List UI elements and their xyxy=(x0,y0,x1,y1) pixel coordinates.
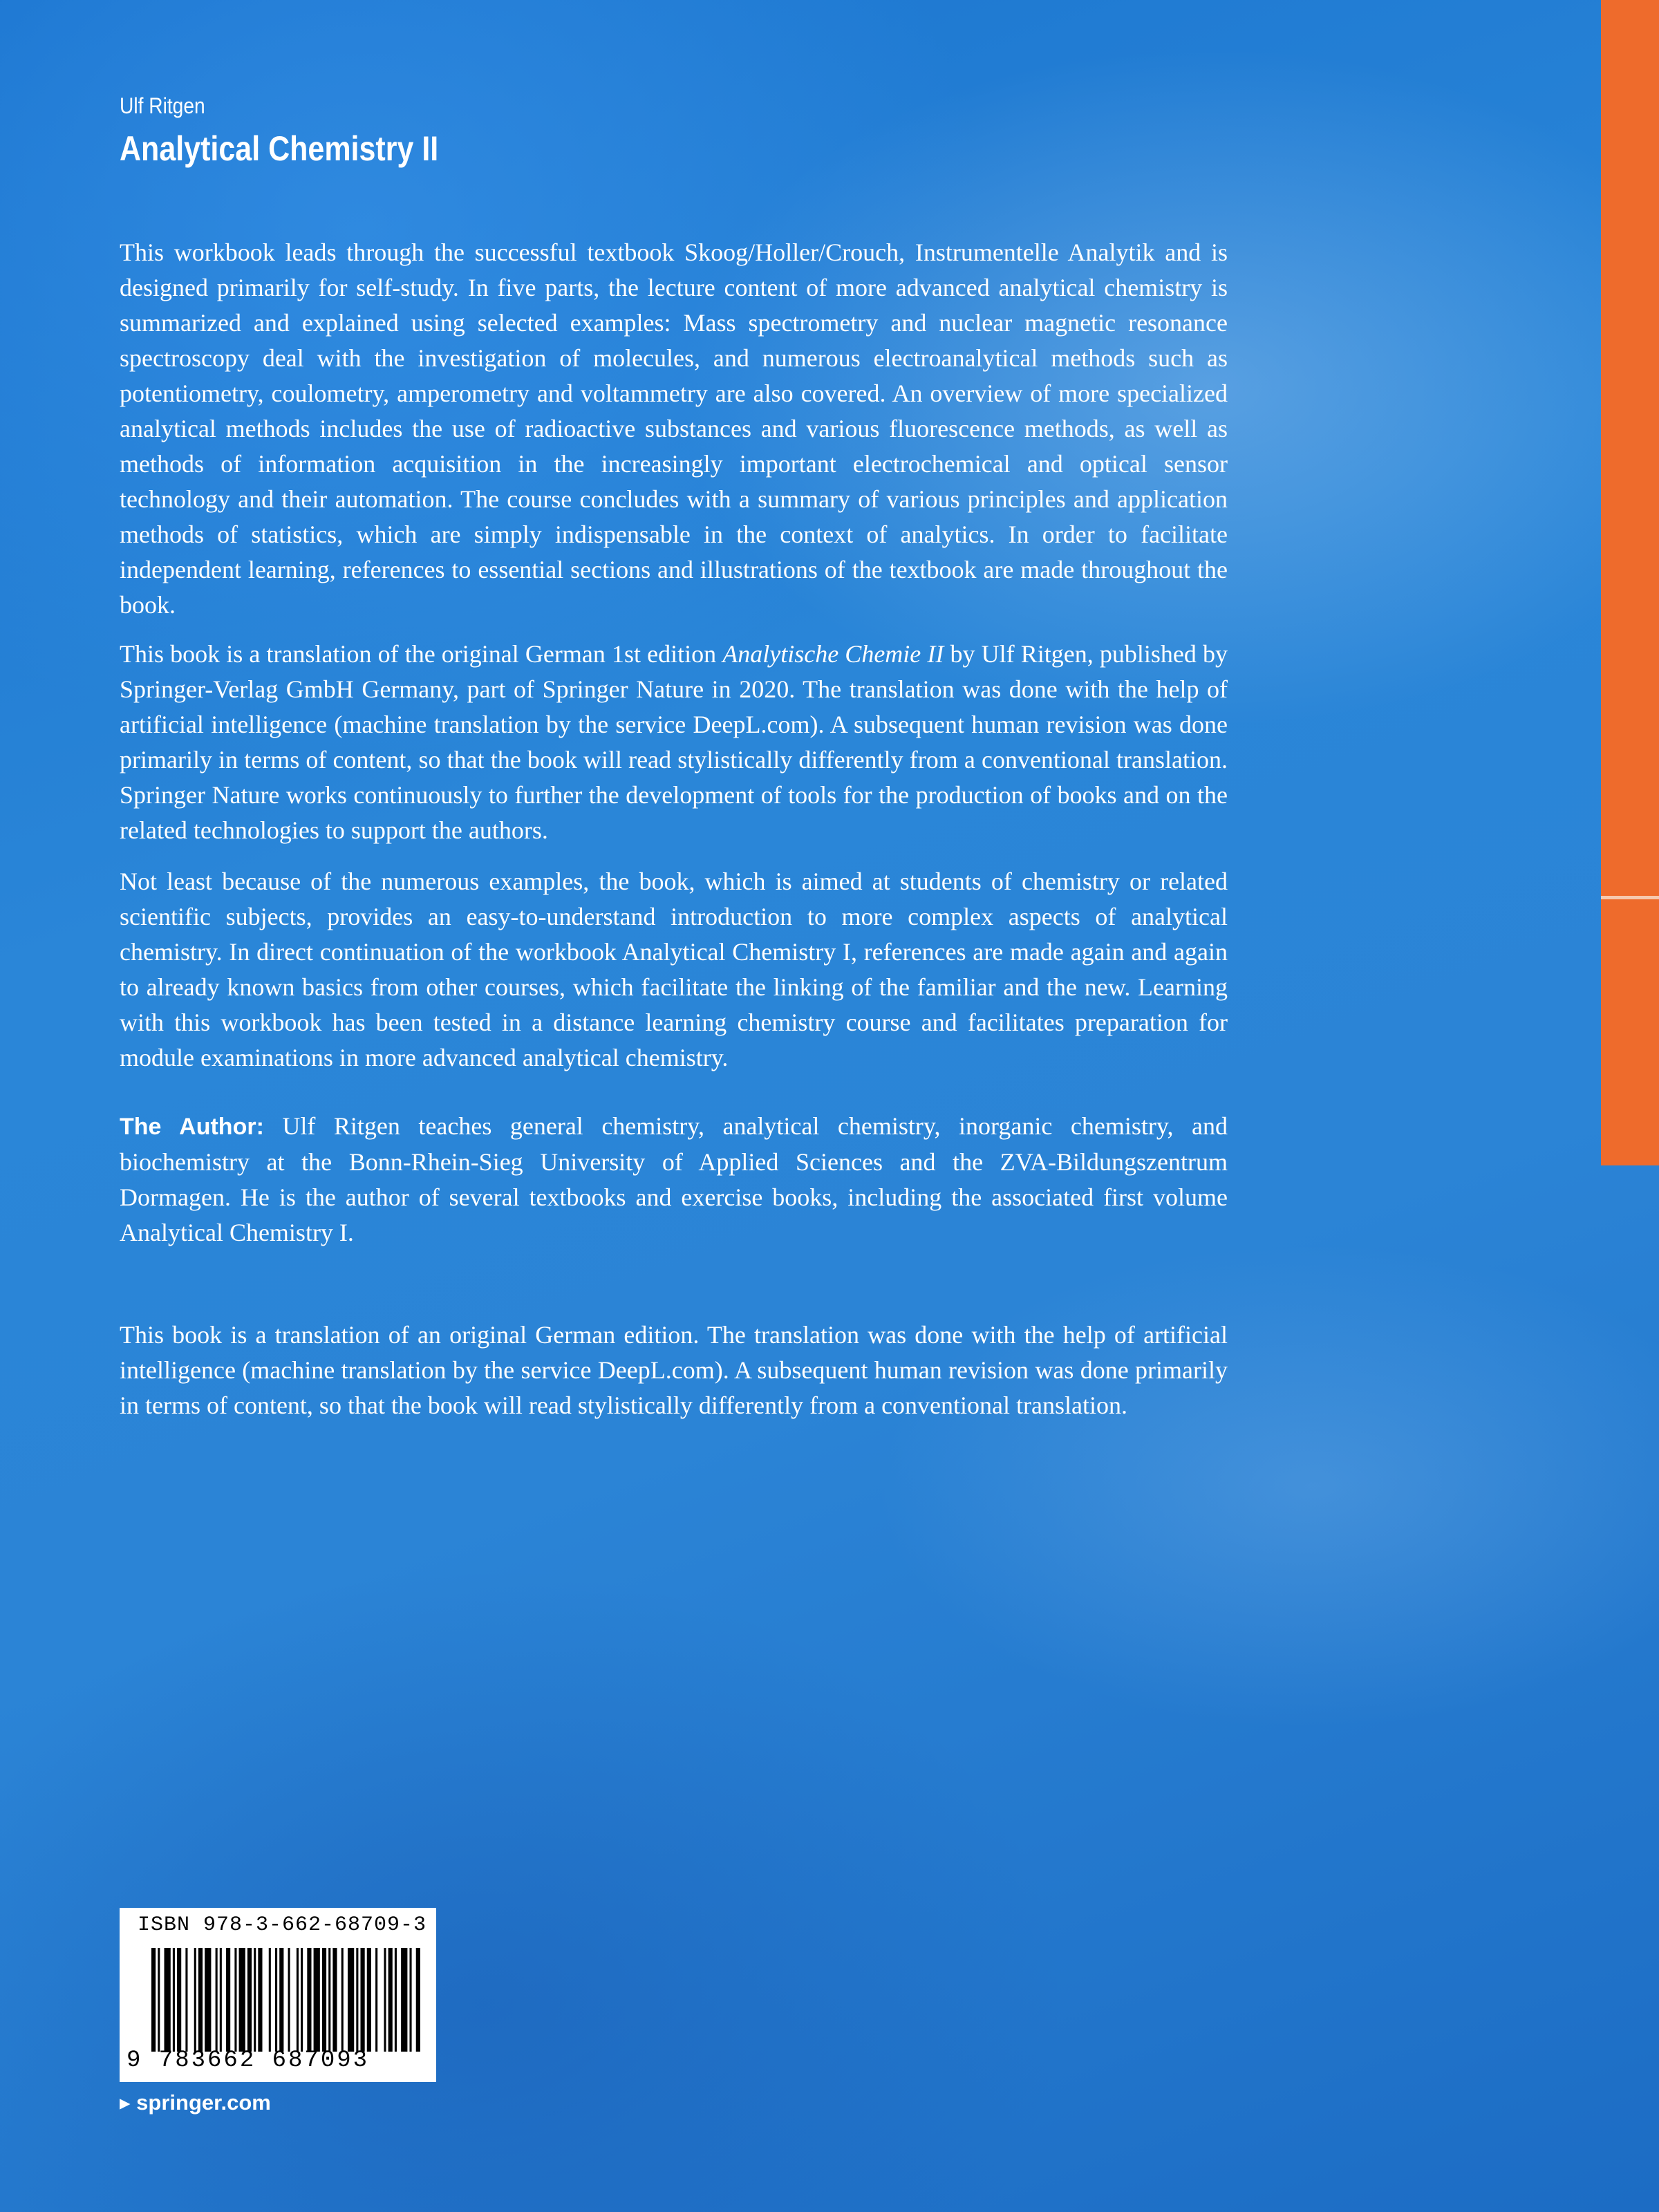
barcode-bar xyxy=(388,1948,393,2052)
barcode-bar xyxy=(158,1948,160,2052)
barcode-bar xyxy=(348,1948,354,2052)
barcode-bar xyxy=(328,1948,330,2052)
barcode-bar xyxy=(416,1948,420,2052)
barcode-bar xyxy=(177,1948,181,2052)
barcode-bar xyxy=(341,1948,344,2052)
barcode-bar xyxy=(216,1948,218,2052)
author-bio-label: The Author: xyxy=(120,1114,264,1140)
author-bio xyxy=(120,1109,1228,1250)
barcode-bar xyxy=(384,1948,386,2052)
barcode-bar xyxy=(332,1948,337,2052)
barcode-bar xyxy=(247,1948,252,2052)
barcode-bar xyxy=(314,1948,320,2052)
barcode-bar xyxy=(395,1948,397,2052)
barcode-bar xyxy=(239,1948,245,2052)
barcode-bar xyxy=(151,1948,156,2052)
barcode-bar xyxy=(226,1948,230,2052)
spine-accent-bar xyxy=(1601,0,1659,1165)
blurb-paragraph-2-start: This book is a translation of the original German 1st edition xyxy=(120,640,723,668)
blurb-paragraph-1: This workbook leads through the successful textbook Skoog/Holler/Crouch, Instrumentelle Analytik and is designed primarily for self-study. In five parts, the lecture content of more advanced analytical chemistry is summarized and explained using selected examples: Mass spectrometry and nuclear magnetic resonance spectroscopy deal with the investigation of molecules, and numerous electroanalytical methods such as potentiometry, coulometry, amperometry and voltammetry are also covered. An overview of more specialized analytical methods includes the use of radioactive substances and various fluorescence methods, as well as methods of information acquisition in the increasingly important electrochemical and optical sensor technology and their automation. The course concludes with a summary of various principles and application methods of statistics, which are simply indispensable in the context of analytics. In order to facilitate independent learning, references to essential sections and illustrations of the textbook are made throughout the book. xyxy=(120,238,1228,619)
barcode-bar xyxy=(220,1948,222,2052)
barcode-bar xyxy=(173,1948,175,2052)
barcode-bar xyxy=(409,1948,411,2052)
barcode-bars xyxy=(151,1948,422,2052)
isbn-barcode xyxy=(120,1908,436,2082)
barcode-bar xyxy=(288,1948,290,2052)
barcode-bar xyxy=(360,1948,364,2052)
barcode-bar xyxy=(198,1948,203,2052)
barcode-digits: 9 783662 687093 xyxy=(126,2047,370,2074)
barcode-bar xyxy=(297,1948,299,2052)
isbn-label: ISBN 978-3-662-68709-3 xyxy=(138,1913,427,1937)
book-author: Ulf Ritgen xyxy=(120,93,205,118)
barcode-bar xyxy=(269,1948,271,2052)
barcode-bar xyxy=(307,1948,311,2052)
barcode-bar xyxy=(258,1948,262,2052)
barcode-bar xyxy=(401,1948,407,2052)
barcode-bar xyxy=(194,1948,196,2052)
original-title-italic: Analytische Chemie II xyxy=(722,640,944,668)
barcode-bar xyxy=(254,1948,256,2052)
publisher-website: ▸ springer.com xyxy=(120,2090,271,2115)
blurb-paragraph-3: Not least because of the numerous examples, the book, which is aimed at students of chemistry or related scientific subjects, provides an easy-to-understand introduction to more complex aspects of analytical chemistry. In direct continuation of the workbook Analytical Chemistry I, references are made again and again to already known basics from other courses, which facilitate the linking of the familiar and the new. Learning with this workbook has been tested in a distance learning chemistry course and facilitates preparation for module examinations in more advanced analytical chemistry. xyxy=(120,868,1228,1071)
barcode-bar xyxy=(375,1948,377,2052)
barcode-bar xyxy=(165,1948,171,2052)
barcode-bar xyxy=(322,1948,326,2052)
barcode-bar xyxy=(279,1948,283,2052)
author-bio-text: Ulf Ritgen teaches general chemistry, analytical chemistry, inorganic chemistry, and biochemistry at the Bonn-Rhein-Sieg University of Applied Sciences and the ZVA-Bildungszentrum Dormagen. He is the author of several textbooks and exercise books, including the associated first volume Analytical Chemistry I. xyxy=(120,1112,1228,1246)
translation-note: This book is a translation of an original German edition. The translation was done with the help of artificial intelligence (machine translation by the service DeepL.com). A subsequent human revision was done primarily in terms of content, so that the book will read stylistically differently from a conventional translation. xyxy=(120,1321,1228,1419)
barcode-bar xyxy=(185,1948,187,2052)
book-title: Analytical Chemistry II xyxy=(120,129,439,168)
barcode-bar xyxy=(367,1948,371,2052)
barcode-bar xyxy=(205,1948,211,2052)
barcode-bar xyxy=(275,1948,277,2052)
spine-accent-tick xyxy=(1601,896,1659,899)
barcode-bar xyxy=(234,1948,236,2052)
barcode-bar xyxy=(356,1948,358,2052)
blurb-paragraph-2 xyxy=(120,637,1228,848)
barcode-bar xyxy=(301,1948,303,2052)
blurb-paragraph-2-end: by Ulf Ritgen, published by Springer-Verlag GmbH Germany, part of Springer Nature in 2020. The translation was done with the help of artificial intelligence (machine translation by the service DeepL.com). A subsequent human revision was done primarily in terms of content, so that the book will read stylistically differently from a conventional translation. Springer Nature works continuously to further the development of tools for the production of books and on the related technologies to support the authors. xyxy=(120,640,1228,844)
